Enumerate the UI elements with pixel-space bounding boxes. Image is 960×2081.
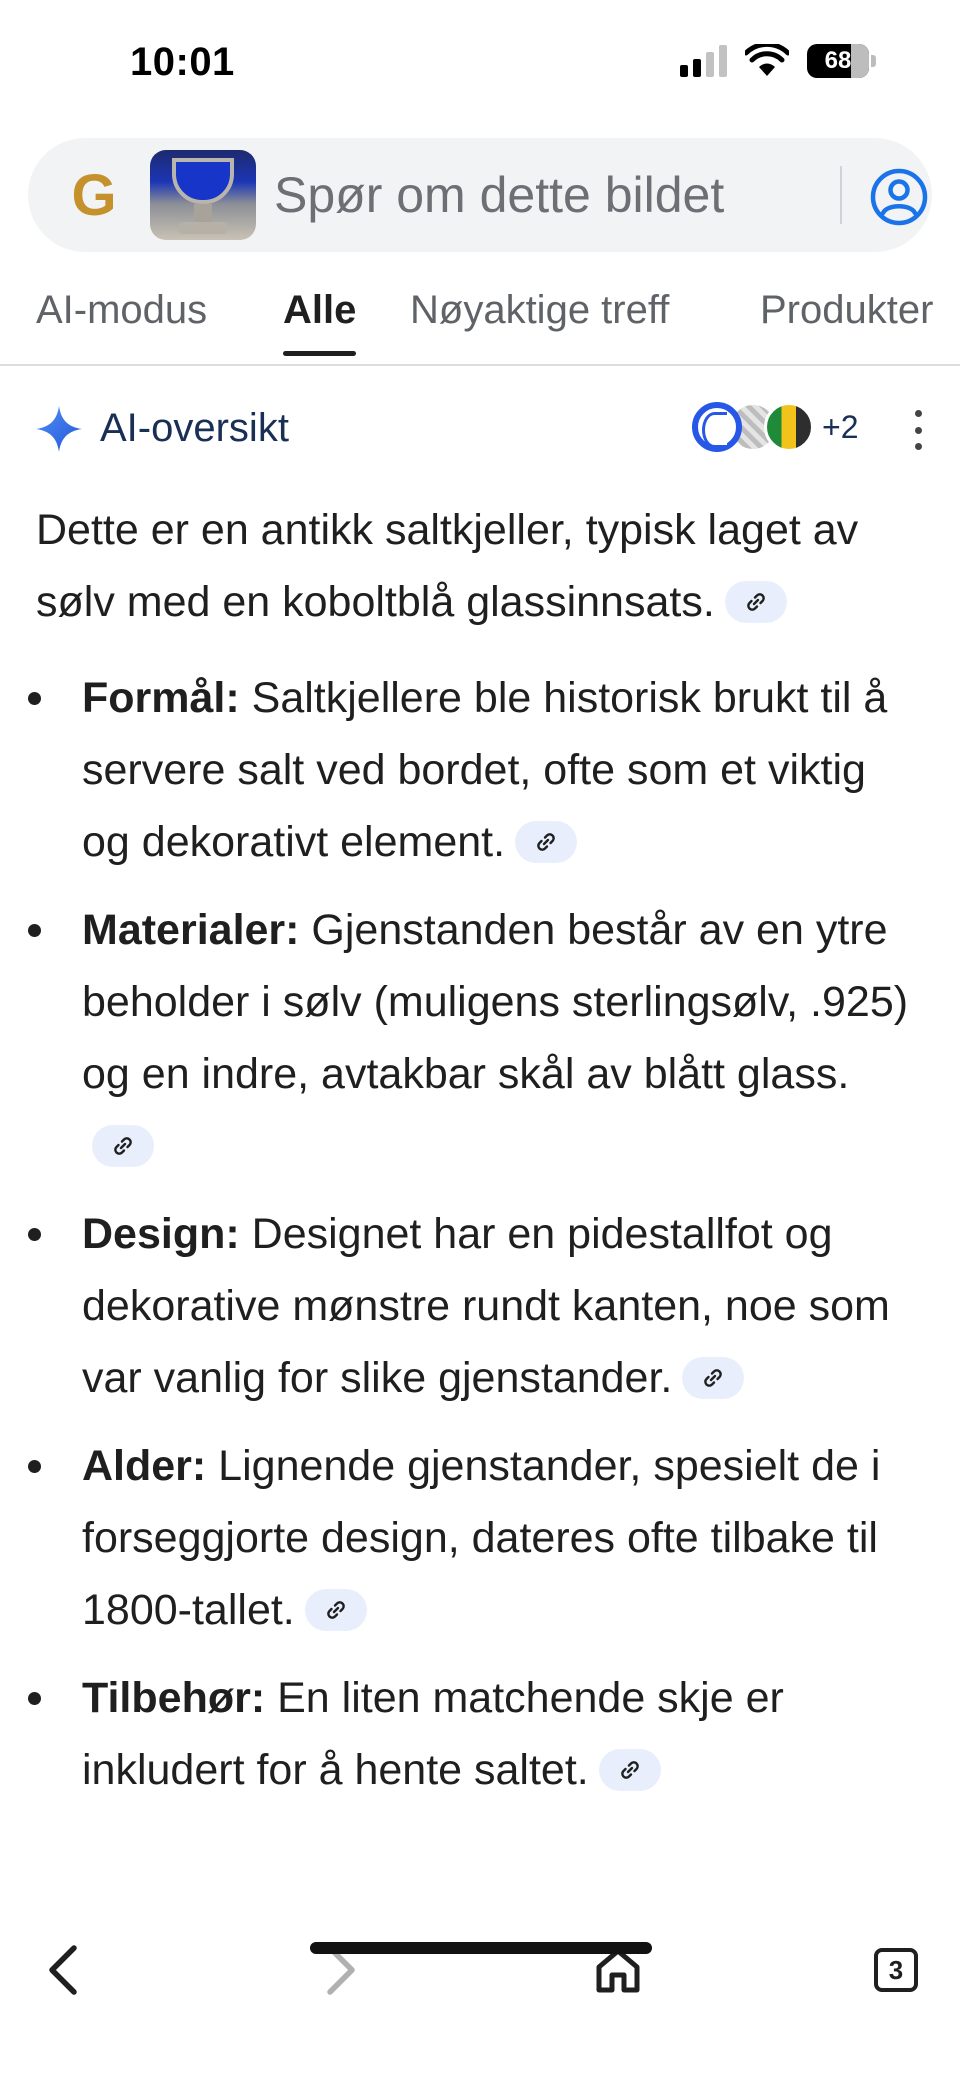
image-thumbnail[interactable] <box>150 150 256 240</box>
wifi-icon <box>745 44 789 78</box>
source-link-chip[interactable] <box>682 1357 744 1399</box>
source-avatar[interactable] <box>764 402 814 452</box>
link-icon <box>111 1134 135 1158</box>
chevron-left-icon <box>44 1944 84 1996</box>
ai-intro: Dette er en antikk saltkjeller, typisk laget av sølv med en koboltblå glassinnsats. <box>36 506 859 626</box>
list-item: Tilbehør: En liten matchende skje er inkludert for å hente saltet. <box>36 1662 916 1806</box>
tab-count: 3 <box>874 1948 918 1992</box>
list-item: Formål: Saltkjellere ble historisk brukt til å servere salt ved bordet, ofte som et viktig og dekorativt element. <box>36 662 916 878</box>
tab-exact-matches[interactable]: Nøyaktige treff <box>410 288 670 332</box>
list-item: Alder: Lignende gjenstander, spesielt de i forseggjorte design, dateres ofte tilbake til 1800-tallet. <box>36 1430 916 1646</box>
source-link-chip[interactable] <box>599 1749 661 1791</box>
list-item: Design: Designet har en pidestallfot og dekorative mønstre rundt kanten, noe som var vanlig for slike gjenstander. <box>36 1198 916 1414</box>
tab-products[interactable]: Produkter <box>760 288 934 332</box>
status-icons <box>680 44 876 78</box>
source-link-chip[interactable] <box>515 821 577 863</box>
search-input[interactable]: Spør om dette bildet <box>274 167 725 223</box>
status-bar <box>0 0 960 130</box>
sparkle-icon <box>36 406 82 452</box>
ai-overview-header <box>36 398 926 462</box>
bottom-toolbar <box>0 1910 960 2081</box>
status-time: 10:01 <box>130 40 235 84</box>
tab-all[interactable]: Alle <box>283 288 356 364</box>
link-icon <box>744 590 768 614</box>
back-button[interactable] <box>34 1940 94 2000</box>
account-circle-icon[interactable] <box>870 168 928 226</box>
ai-bullet-list <box>36 662 916 1806</box>
source-avatar[interactable] <box>692 402 742 452</box>
link-icon <box>534 830 558 854</box>
battery-level: 68 <box>824 47 852 74</box>
link-icon <box>618 1758 642 1782</box>
search-bar[interactable] <box>28 138 932 252</box>
search-divider <box>840 166 842 224</box>
ai-overview-title: AI-oversikt <box>100 406 289 450</box>
home-indicator[interactable] <box>310 1942 652 1954</box>
ai-overview-content <box>36 494 916 1822</box>
battery-icon <box>807 44 876 78</box>
link-icon <box>701 1366 725 1390</box>
source-link-chip[interactable] <box>305 1589 367 1631</box>
more-vert-icon[interactable] <box>910 410 926 450</box>
google-logo[interactable]: G <box>71 162 117 228</box>
sources-more-count[interactable]: +2 <box>822 408 859 445</box>
source-link-chip[interactable] <box>725 581 787 623</box>
tabs-button[interactable] <box>866 1940 926 2000</box>
list-item: Materialer: Gjenstanden består av en ytre beholder i sølv (muligens sterlingsølv, .925) og en indre, avtakbar skål av blått glass. <box>36 894 916 1182</box>
source-avatars[interactable] <box>692 402 858 452</box>
link-icon <box>324 1598 348 1622</box>
source-link-chip[interactable] <box>92 1125 154 1167</box>
tab-ai-mode[interactable]: AI-modus <box>36 288 208 332</box>
search-tabs <box>0 280 960 366</box>
cellular-signal-icon <box>680 45 727 77</box>
